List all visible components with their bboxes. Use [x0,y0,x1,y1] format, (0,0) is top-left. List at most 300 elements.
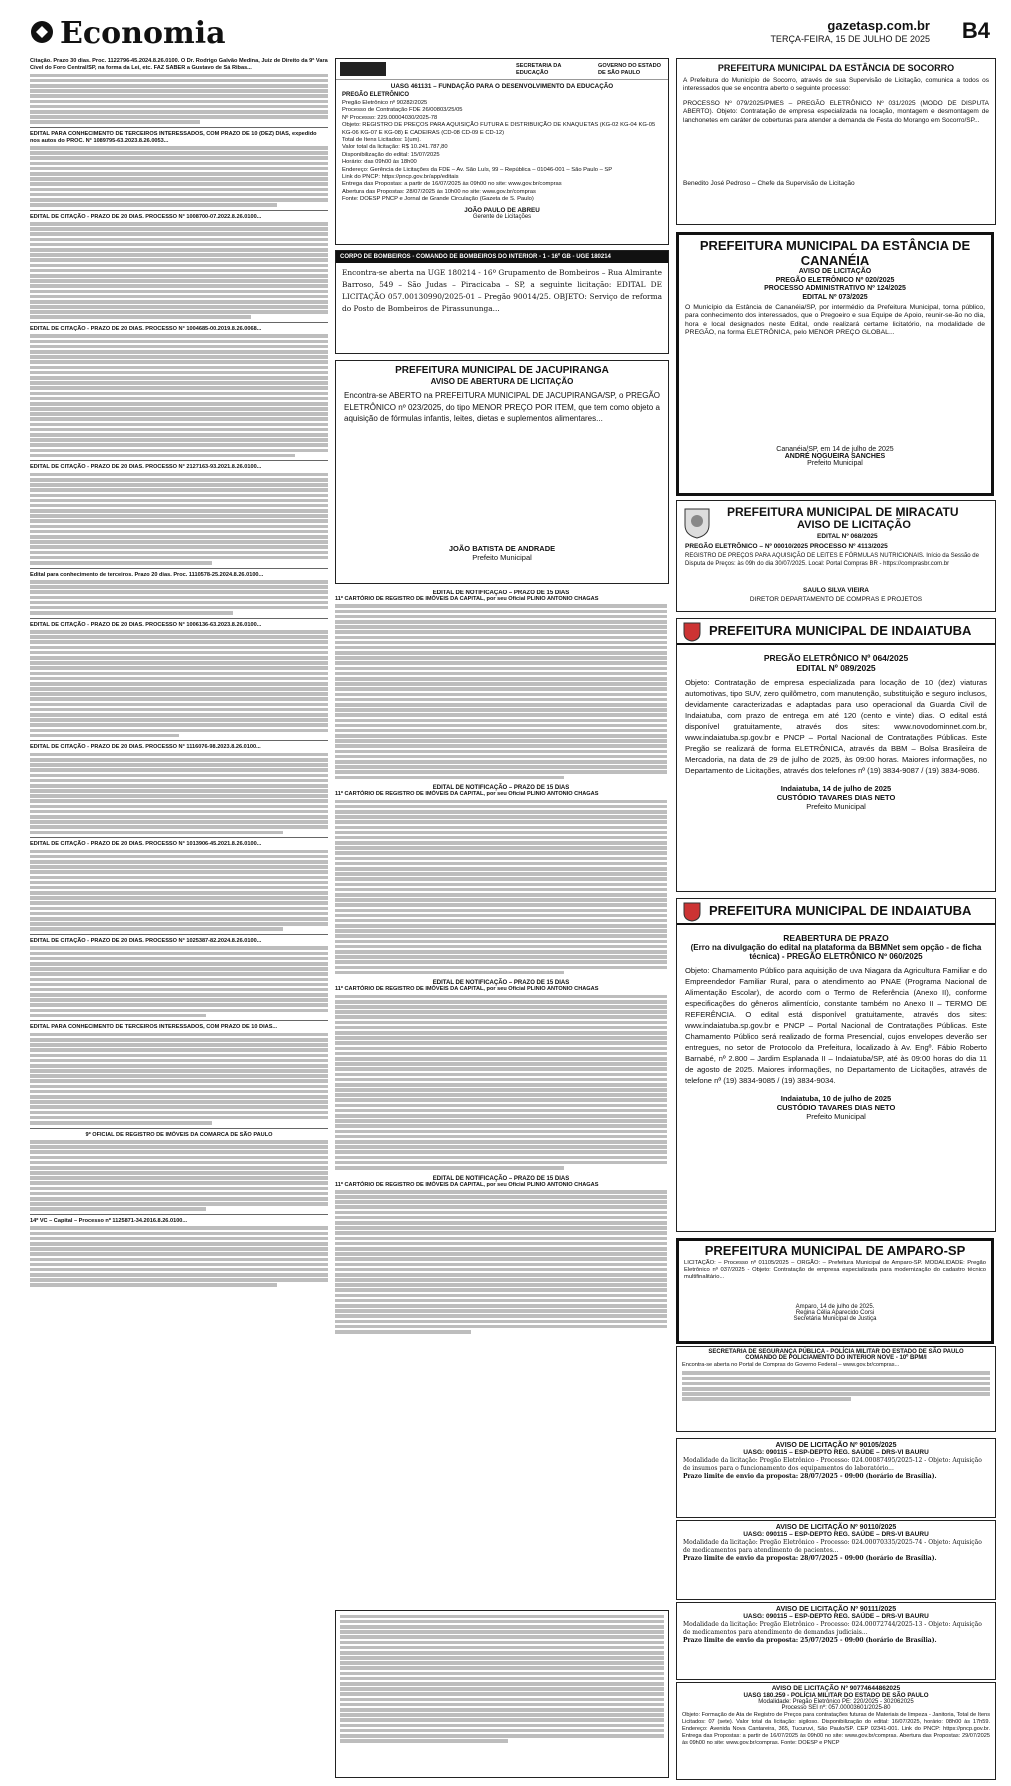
text-line [335,1257,667,1261]
registry-body [335,1190,667,1334]
indaiatuba1-date: Indaiatuba, 14 de julho de 2025 [780,784,892,793]
text-line [30,151,328,155]
text-line [335,1211,667,1215]
text-line [335,934,667,938]
text-line [30,120,200,124]
fde-field: Pregão Eletrônico nº 90282/2025 [342,100,428,106]
text-line [335,1041,667,1045]
text-line [30,630,328,634]
registry-title: EDITAL DE NOTIFICAÇÃO – PRAZO DE 15 DIAS [432,590,570,596]
text-line [335,1093,667,1097]
text-line [30,443,328,447]
text-line [30,585,328,589]
aviso-deadline: Prazo limite de envio da proposta: 25/07/2025 - 09:00 (horário de Brasília). [683,1637,937,1644]
text-line [30,345,328,349]
text-line [335,1010,667,1014]
text-line [335,872,667,876]
text-line [30,360,328,364]
text-line [335,1124,667,1128]
fde-field: Endereço: Gerência de Licitações da FDE – Av. São Luís, 99 – República – 01046-001 – São Paulo – SP [342,166,613,173]
text-line [30,310,328,314]
notice-title: EDITAL DE CITAÇÃO - PRAZO DE 20 DIAS. PROCESSO N° 1013906-45.2021.8.26.0100... [30,841,262,848]
text-line [335,800,667,804]
text-line [30,656,328,660]
text-line [335,687,667,691]
text-line [335,734,667,738]
notice-body [30,1140,328,1211]
registry-body [335,604,667,779]
cananeia-date: Cananéia/SP, em 14 de julho de 2025 [776,446,894,453]
aviso-body: Modalidade da licitação: Pregão Eletrônico - Processo: 024.00087495/2025-12 - Objeto: Aquisição de insumos para o funcionamento dos equipamentos do laboratório... [683,1457,982,1472]
notice-body [30,222,328,319]
aviso-title: AVISO DE LICITAÇÃO Nº 90105/2025 [775,1442,897,1449]
text-line [30,1242,328,1246]
text-line [30,831,283,835]
amparo-body: LICITAÇÃO: – Processo nº 01105/2025 – ORGÃO: – Prefeitura Municipal de Amparo-SP. MODALIDADE: Pregão Eletrônico nº 037/2025 - Objeto: Contratação de empresa especializada para modernização do cadastro técnico multifinalitário... [684,1260,986,1280]
text-line [340,1687,664,1691]
text-line [30,1176,328,1180]
text-line [335,1000,667,1004]
text-line [30,967,328,971]
text-line [30,222,328,226]
text-line [30,449,328,453]
miracatu-role: DIRETOR DEPARTAMENTO DE COMPRAS E PROJETOS [749,596,923,603]
text-line [335,1104,667,1108]
notice-title: EDITAL DE CITAÇÃO - PRAZO DE 20 DIAS. PROCESSO N° 1004685-00.2019.8.26.0068... [30,326,262,333]
text-line [30,156,328,160]
text-line [30,666,328,670]
text-line [30,1166,328,1170]
text-line [30,901,328,905]
pm-sub: COMANDO DE POLICIAMENTO DO INTERIOR NOVE - 10º BPM/I [745,1355,927,1361]
fde-fields [342,100,662,204]
text-line [340,1729,664,1733]
text-line [30,162,328,166]
fde-field: Disponibilização do edital: 15/07/2025 [342,151,440,158]
text-line [30,371,328,375]
pm-body: Encontra-se aberta no Portal de Compras do Governo Federal – www.gov.br/compras... [682,1362,900,1368]
text-line [335,1309,667,1313]
fde-logo [340,62,386,76]
pm-filler [677,1371,995,1401]
amparo-notice [676,1238,994,1344]
text-line [335,682,667,686]
text-line [30,1247,328,1251]
text-line [30,300,328,304]
text-line [335,1052,667,1056]
text-line [340,1724,664,1728]
notice-title: EDITAL DE CITAÇÃO - PRAZO DE 20 DIAS. PROCESSO N° 1006136-63.2023.8.26.0100... [30,621,262,628]
text-line [335,776,564,780]
text-line [30,810,328,814]
text-line [340,1672,664,1676]
miracatu-title: PREFEITURA MUNICIPAL DE MIRACATU [727,505,959,519]
text-line [335,883,667,887]
text-line [335,1109,667,1113]
text-line [335,1237,667,1241]
jacupiranga-title: PREFEITURA MUNICIPAL DE JACUPIRANGA [395,365,609,376]
text-line [30,815,328,819]
text-line [30,514,328,518]
text-line [30,232,328,236]
aviso-deadline: Prazo limite de envio da proposta: 28/07/2025 - 09:00 (horário de Brasília). [683,1473,937,1480]
text-line [682,1382,990,1386]
text-line [335,903,667,907]
text-line [340,1698,664,1702]
text-line [335,1320,667,1324]
text-line [335,1088,667,1092]
registry-title: EDITAL DE NOTIFICAÇÃO – PRAZO DE 15 DIAS [432,785,570,792]
text-line [335,729,667,733]
aviso-final-proc: Processo SEI nº: 057.00003601/2025-80 [781,1705,891,1711]
text-line [335,1150,667,1154]
indaiatuba2-role: Prefeito Municipal [806,1112,866,1121]
text-line [335,1221,667,1225]
text-line [335,1005,667,1009]
text-line [30,789,328,793]
text-line [335,636,667,640]
text-line [335,641,667,645]
text-line [682,1377,990,1381]
indaiatuba1-title: PREFEITURA MUNICIPAL DE INDAIATUBA [709,623,972,638]
text-line [30,433,328,437]
text-line [335,1278,667,1282]
text-line [335,677,667,681]
notice-title: 14º VC – Capital – Processo nº 1125871-34.2016.8.26.0100... [30,1218,188,1224]
text-line [335,898,667,902]
text-line [30,110,328,114]
cananeia-line-1: PREGÃO ELETRÔNICO Nº 020/2025 [775,276,895,284]
jacupiranga-text: Encontra-se ABERTO na PREFEITURA MUNICIPAL DE JACUPIRANGA/SP, o PREGÃO ELETRÔNICO nº 023/2025, do tipo MENOR PREÇO POR ITEM, que tem como objeto a aquisição de fórmulas infantis, leites, dietas e suplementos alimentares... [344,391,660,423]
aviso-body: Modalidade da licitação: Pregão Eletrônico - Processo: 024.00072744/2025-13 - Objeto: Aquisição de medicamentos para atendimento de demandas judiciais... [683,1621,982,1636]
text-line [340,1739,508,1743]
notice-title: EDITAL PARA CONHECIMENTO DE TERCEIROS INTERESSADOS, COM PRAZO DE 10 DIAS... [30,1024,278,1031]
text-line [30,768,328,772]
text-line [340,1641,664,1645]
text-line [30,305,328,309]
text-line [335,841,667,845]
registry-title: EDITAL DE NOTIFICAÇÃO – PRAZO DE 15 DIAS [432,1175,570,1182]
text-line [30,350,328,354]
text-line [30,713,328,717]
fde-field: Link do PNCP: https://pncp.gov.br/app/editais [342,174,459,181]
text-line [30,89,328,93]
notice-title: EDITAL PARA CONHECIMENTO DE TERCEIROS INTERESSADOS, COM PRAZO DE 10 (DEZ) DIAS, expedido nos autos do PROC. N° 1089795-63.2023.8.26.0053... [30,130,317,144]
fde-field: Abertura das Propostas: 28/07/2025 às 10h00 no site: www.gov.br/compras [342,188,536,195]
text-line [335,713,667,717]
text-line [335,604,667,608]
text-line [30,855,328,859]
text-line [30,198,328,202]
text-line [30,488,328,492]
text-line [30,483,328,487]
fde-org2: GOVERNO DO ESTADO DE SÃO PAULO [598,63,661,76]
jacupiranga-role: Prefeito Municipal [472,553,532,562]
text-line [30,1014,206,1018]
text-line [340,1708,664,1712]
miracatu-subtitle: AVISO DE LICITAÇÃO [797,519,911,531]
text-line [335,1299,667,1303]
text-line [335,1062,667,1066]
miracatu-signer: SAULO SILVA VIEIRA [803,587,869,594]
miracatu-notice [676,500,996,612]
edition-date: TERÇA-FEIRA, 15 DE JULHO DE 2025 [770,34,930,44]
aviso-title: AVISO DE LICITAÇÃO Nº 90110/2025 [775,1524,897,1531]
text-line [30,417,328,421]
notice-body [30,334,328,457]
text-line [30,284,328,288]
text-line [335,1135,667,1139]
text-line [30,912,328,916]
text-line [335,1073,667,1077]
text-line [340,1703,664,1707]
text-line [335,914,667,918]
socorro-title: PREFEITURA MUNICIPAL DA ESTÂNCIA DE SOCORRO [717,63,955,73]
cananeia-signer: ANDRÉ NOGUEIRA SANCHES [784,453,886,460]
text-line [340,1734,664,1738]
aviso-final-uasg: UASG 180.259 - POLÍCIA MILITAR DO ESTADO DE SÃO PAULO [743,1692,929,1699]
indaiatuba2-sub: (Erro na divulgação do edital na plataforma da BBMNet sem opção - de ficha técnica) - PREGÃO ELETRÔNICO Nº 060/2025 [690,943,982,961]
text-line [30,105,328,109]
text-line [30,473,328,477]
text-line [335,630,667,634]
text-line [30,1111,328,1115]
text-line [335,1231,667,1235]
text-line [30,983,328,987]
notice-body [336,1611,668,1746]
indaiatuba2-reabertura: REABERTURA DE PRAZO [783,933,889,943]
text-line [335,1166,564,1170]
cananeia-title: PREFEITURA MUNICIPAL DA ESTÂNCIA DE CANANÉIA [699,238,971,268]
indaiatuba2-signer: CUSTÓDIO TAVARES DIAS NETO [776,1103,896,1112]
miracatu-body: REGISTRO DE PREÇOS PARA AQUISIÇÃO DE LEITES E FÓRMULAS NUTRICIONAIS. Início da Sessão de Disputa de Preços: às 09h do dia 30/07/2025. Local: Portal Compras BR - https://comprasbr.com.br [685,553,979,567]
text-line [335,615,667,619]
notice-body [30,850,328,931]
text-line [340,1666,664,1670]
gazeta-logo-icon [30,20,54,44]
text-line [30,978,328,982]
left-notices-column [30,58,328,1778]
notice-body [30,946,328,1017]
text-line [30,606,328,610]
notice-title: EDITAL DE CITAÇÃO - PRAZO DE 20 DIAS. PROCESSO N° 1008700-07.2022.8.26.0100... [30,213,262,220]
text-line [30,203,277,207]
text-line [30,988,328,992]
text-line [335,667,667,671]
notice-body [30,1226,328,1287]
text-line [335,625,667,629]
text-line [30,1197,328,1201]
bombeiros-bar: CORPO DE BOMBEIROS - COMANDO DE BOMBEIROS DO INTERIOR - 1 - 16º GB - UGE 180214 [336,251,668,263]
text-line [30,1033,328,1037]
text-line [335,1021,667,1025]
text-line [335,708,667,712]
text-line [335,1283,667,1287]
text-line [30,530,328,534]
aviso-notice-3 [676,1602,996,1680]
notice-title: EDITAL DE CITAÇÃO - PRAZO DE 20 DIAS. PROCESSO N° 2127163-93.2021.8.26.0100... [30,464,262,471]
text-line [335,739,667,743]
indaiatuba-notice-1 [676,618,996,892]
text-line [30,1079,328,1083]
text-line [30,84,328,88]
text-line [30,525,328,529]
text-line [30,646,328,650]
pm-title: SECRETARIA DE SEGURANÇA PÚBLICA - POLÍCIA MILITAR DO ESTADO DE SÃO PAULO [708,1349,964,1355]
socorro-intro: A Prefeitura do Município de Socorro, através de sua Supervisão de Licitação, comunica a todos os interessados que se encontra aberto o seguinte processo: [683,77,989,93]
text-line [30,1085,328,1089]
indaiatuba1-role: Prefeito Municipal [806,802,866,811]
text-line [30,718,328,722]
text-line [30,238,328,242]
text-line [335,1195,667,1199]
cananeia-line-2: PROCESSO ADMINISTRATIVO Nº 124/2025 [764,285,906,292]
text-line [682,1397,851,1401]
text-line [30,697,328,701]
text-line [30,74,328,78]
text-line [30,1252,328,1256]
text-line [335,750,667,754]
notice-title: EDITAL DE CITAÇÃO - PRAZO DE 20 DIAS. PROCESSO N° 1025387-82.2024.8.26.0100... [30,937,262,944]
notice-body [30,473,328,565]
text-line [335,995,667,999]
text-line [335,1026,667,1030]
text-line [335,929,667,933]
text-line [30,248,328,252]
aviso-notice-2 [676,1520,996,1600]
text-line [340,1661,664,1665]
text-line [30,551,328,555]
bombeiros-notice [335,250,669,354]
text-line [340,1651,664,1655]
text-line [30,295,328,299]
text-line [30,1064,328,1068]
text-line [30,1278,328,1282]
text-line [30,535,328,539]
text-line [30,896,328,900]
text-line [30,922,328,926]
amparo-role: Secretária Municipal de Justiça [793,1316,877,1322]
miracatu-crest-icon [683,507,711,539]
socorro-signer: Benedito José Pedroso – Chefe da Supervisão de Licitação [683,179,855,187]
text-line [30,993,328,997]
text-line [30,438,328,442]
text-line [335,719,667,723]
text-line [335,1242,667,1246]
text-line [30,412,328,416]
indaiatuba2-date: Indaiatuba, 10 de julho de 2025 [780,1094,892,1103]
notice-body [30,74,328,124]
indaiatuba1-signer: CUSTÓDIO TAVARES DIAS NETO [776,793,896,802]
text-line [30,227,328,231]
site-name[interactable]: gazetasp.com.br [827,18,930,33]
text-line [30,876,328,880]
notice-body [30,753,328,834]
fde-field: Total de Itens Licitados: 1(um). [342,137,421,144]
text-line [335,1031,667,1035]
aviso-notice-1 [676,1438,996,1518]
text-line [30,1140,328,1144]
cananeia-role: Prefeito Municipal [807,460,863,467]
text-line [335,656,667,660]
text-line [30,601,328,605]
fde-line2: PREGÃO ELETRÔNICO [342,92,410,98]
text-line [335,1273,667,1277]
text-line [335,909,667,913]
fde-field: Horário: das 09h00 às 18h00 [342,159,417,166]
text-line [335,1130,667,1134]
text-line [682,1387,990,1391]
text-line [30,182,328,186]
text-line [30,805,328,809]
text-line [30,1263,328,1267]
socorro-notice [676,58,996,225]
fde-line1: UASG 461131 – FUNDAÇÃO PARA O DESENVOLVIMENTO DA EDUCAÇÃO [390,83,614,90]
text-line [335,1156,667,1160]
text-line [30,79,328,83]
text-line [335,950,667,954]
indaiatuba-crest-icon [683,902,701,922]
text-line [30,274,328,278]
text-line [30,454,295,458]
text-line [335,1252,667,1256]
text-line [30,545,328,549]
aviso-final-mod: Modalidade: Pregão Eletrônico PE: 220/2025 - 302062025 [758,1699,914,1705]
text-line [30,1237,328,1241]
text-line [340,1692,664,1696]
text-line [335,1288,667,1292]
text-line [340,1713,664,1717]
text-line [30,556,328,560]
text-line [30,596,328,600]
text-line [30,1226,328,1230]
text-line [335,1190,667,1194]
aviso-final-notice [676,1682,996,1780]
aviso-uasg: UASG: 090115 – ESP-DEPTO REG. SAÚDE – DRS-VI BAURU [743,1531,929,1538]
bottom-middle-notice [335,1610,669,1778]
aviso-final-title: AVISO DE LICITAÇÃO Nº 90774644862025 [771,1685,901,1692]
text-line [30,1145,328,1149]
text-line [335,893,667,897]
text-line [30,708,328,712]
text-line [30,611,233,615]
text-line [30,917,328,921]
text-line [335,1057,667,1061]
notice-body [30,146,328,207]
text-line [340,1635,664,1639]
text-line [30,1043,328,1047]
text-line [335,862,667,866]
text-line [30,998,328,1002]
text-line [30,1121,212,1125]
indaiatuba-crest-icon [683,622,701,642]
text-line [335,867,667,871]
text-line [30,407,328,411]
text-line [335,1294,667,1298]
text-line [30,1003,328,1007]
text-line [335,620,667,624]
text-line [30,640,328,644]
text-line [30,519,328,523]
text-line [30,355,328,359]
fde-field: Entrega das Propostas: a partir de 16/07/2025 às 09h00 no site: www.gov.br/compras [342,181,562,188]
text-line [30,1207,206,1211]
text-line [340,1615,664,1619]
text-line [30,1095,328,1099]
text-line [30,1156,328,1160]
cananeia-line-0: AVISO DE LICITAÇÃO [798,268,872,275]
text-line [340,1620,664,1624]
